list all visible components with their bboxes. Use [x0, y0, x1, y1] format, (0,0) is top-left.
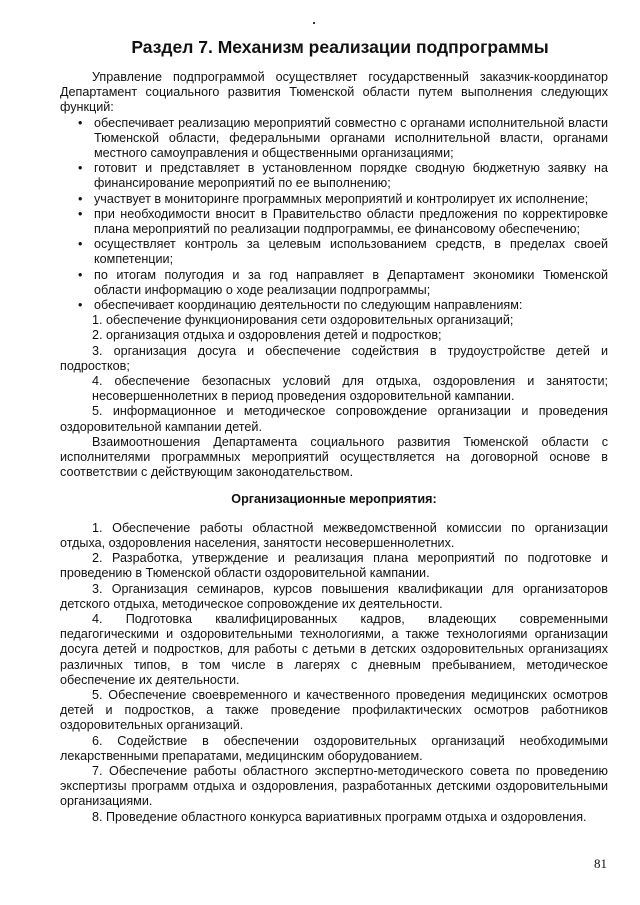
- direction-item: 5. информационное и методическое сопровождение организации и проведения оздоровительной кампании детей.: [60, 404, 608, 434]
- org-item: 5. Обеспечение своевременного и качественного проведения медицинских осмотров детей и подростков, а также проведение профилактических осмотров работников оздоровительных организаций.: [60, 687, 608, 733]
- page-number: 81: [594, 856, 607, 871]
- list-item: • готовит и представляет в установленном порядке сводную бюджетную заявку на финансирование мероприятий по ее выполнению;: [60, 161, 608, 191]
- direction-item: 2. организация отдыха и оздоровления детей и подростков;: [92, 328, 442, 343]
- org-item: 8. Проведение областного конкурса вариативных программ отдыха и оздоровления.: [92, 809, 587, 824]
- org-item: 4. Подготовка квалифицированных кадров, владеющих современными педагогическими и оздоровительными технологиями, а также технологиями организации досуга детей и подростков, для работы с детьми в детских оздоровительных организациях различных типов, в том числе в лагерях с дневным пребыванием, методическое обеспечение их деятельности.: [60, 611, 608, 687]
- list-item: • обеспечивает реализацию мероприятий совместно с органами исполнительной власти Тюменской области, федеральными органами исполнительной власти, органами местного самоуправления и общественными организациями;: [60, 116, 608, 162]
- org-item: 3. Организация семинаров, курсов повышения квалификации для организаторов детского отдыха, методическое сопровождение их деятельности.: [60, 581, 608, 611]
- document-body: [60, 70, 608, 825]
- org-item: 2. Разработка, утверждение и реализация плана мероприятий по подготовке и проведению в Тюменской области оздоровительной кампании.: [60, 551, 608, 581]
- org-item: 7. Обеспечение работы областного экспертно-методического совета по проведению экспертизы программ отдыха и оздоровления, разработанных детскими оздоровительными организациями.: [60, 763, 608, 809]
- direction-item: 3. организация досуга и обеспечение содействия в трудоустройстве детей и подростков;: [60, 343, 608, 373]
- list-item: • осуществляет контроль за целевым использованием средств, в пределах своей компетенции;: [60, 237, 608, 267]
- scan-speck: [313, 22, 315, 24]
- org-item: 6. Содействие в обеспечении оздоровительных организаций необходимыми лекарственными препаратами, медицинским оборудованием.: [60, 733, 608, 763]
- list-item: • при необходимости вносит в Правительство области предложения по корректировке плана мероприятий по реализации подпрограммы, ее финансовому обеспечению;: [60, 207, 608, 237]
- functions-list: [60, 116, 608, 314]
- direction-item: 1. обеспечение функционирования сети оздоровительных организаций;: [92, 313, 514, 328]
- org-heading: Организационные мероприятия:: [231, 492, 437, 507]
- direction-item: 4. обеспечение безопасных условий для отдыха, оздоровления и занятости; несовершеннолетних в период проведения оздоровительной кампании.: [92, 374, 608, 404]
- section-title: Раздел 7. Механизм реализации подпрограммы: [131, 37, 549, 57]
- list-item: • по итогам полугодия и за год направляет в Департамент экономики Тюменской области информацию о ходе реализации подпрограммы;: [60, 268, 608, 298]
- list-item: • участвует в мониторинге программных мероприятий и контролирует их исполнение;: [60, 192, 608, 207]
- list-item: • обеспечивает координацию деятельности по следующим направлениям:: [60, 298, 608, 313]
- intro-paragraph: Управление подпрограммой осуществляет государственный заказчик-координатор Департамент социального развития Тюменской области путем выполнения следующих функций:: [60, 70, 608, 115]
- interaction-paragraph: Взаимоотношения Департамента социального развития Тюменской области с исполнителями программных мероприятий осуществляется на договорной основе в соответствии с действующим законодательством.: [60, 434, 608, 480]
- org-item: 1. Обеспечение работы областной межведомственной комиссии по организации отдыха, оздоровления населения, занятости несовершеннолетних.: [60, 520, 608, 550]
